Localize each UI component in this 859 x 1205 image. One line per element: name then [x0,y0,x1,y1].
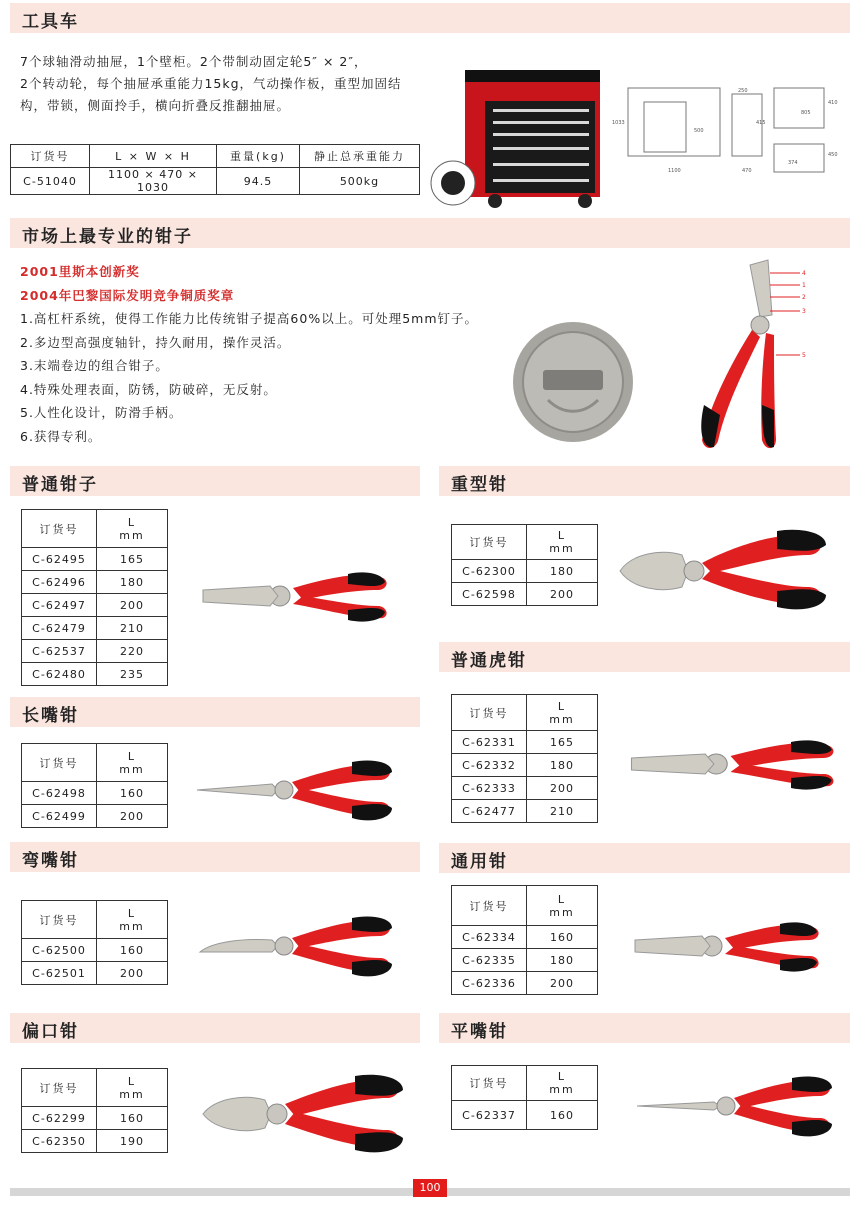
table-diagonal [21,1068,168,1153]
td-order: C-62598 [452,583,527,606]
callout-label: 3 [802,308,806,315]
table-tiger [451,694,598,823]
table-universal [451,885,598,995]
section-header-heavy [439,466,850,496]
td-length: 200 [527,972,598,995]
cart-title: 工具车 [22,12,79,32]
tool-cart-image [425,65,605,210]
th-length [97,1069,168,1107]
length-label: L [557,892,567,906]
th-length [97,744,168,782]
td-order: C-62497 [22,594,97,617]
cart-desc-line: 2个转动轮，每个抽屉承重能力15kg，气动操作板，重型加固结 [20,76,402,91]
award-line: 2001里斯本创新奖 [20,264,140,279]
td-length: 190 [97,1130,168,1153]
td-dimensions: 1100 × 470 × 1030 [90,168,217,195]
td-length: 160 [97,939,168,962]
plier-image [192,752,402,830]
plier-image [195,1070,410,1160]
th-order: 订货号 [22,901,97,939]
feature-line: 3.末端卷边的组合钳子。 [20,358,169,373]
cart-desc-line: 构，带锁，侧面拎手，横向折叠反推翻抽屉。 [20,98,291,113]
table-flatnose [451,1065,598,1130]
td-order: C-62496 [22,571,97,594]
dim-label: 450 [828,152,838,158]
th-capacity: 静止总承重能力 [300,145,420,168]
table-heavy [451,524,598,606]
td-length: 210 [527,800,598,823]
section-title: 长嘴钳 [22,706,79,726]
td-length: 180 [97,571,168,594]
td-length: 200 [97,805,168,828]
plier-image [612,527,837,615]
plier-image [632,1068,842,1146]
td-order: C-62300 [452,560,527,583]
th-order: 订货号 [452,1066,527,1101]
length-label: L [557,699,567,713]
th-order: 订货号 [22,1069,97,1107]
th-length [527,886,598,926]
callout-label: 5 [802,352,806,359]
section-title: 普通钳子 [22,475,98,495]
dim-label: 374 [788,160,798,166]
length-label: L [127,1074,137,1088]
td-order: C-62333 [452,777,527,800]
th-order: 订货号 [22,510,97,548]
th-length [527,1066,598,1101]
pro-awards-features [20,260,520,448]
th-order: 订货号 [452,525,527,560]
page-number: 100 [413,1179,447,1197]
td-length: 200 [527,583,598,606]
dim-label: 410 [828,100,838,106]
section-header-cart [10,3,850,33]
feature-line: 5.人性化设计，防滑手柄。 [20,405,183,420]
feature-line: 2.多边型高强度轴针，持久耐用，操作灵活。 [20,334,291,350]
featured-plier-image [690,255,815,460]
td-order: C-62331 [452,731,527,754]
th-dimensions: L × W × H [90,145,217,168]
plier-image [630,910,825,985]
td-length: 180 [527,560,598,583]
th-weight: 重量(kg) [217,145,300,168]
unit-label: mm [549,905,575,919]
td-order: C-62479 [22,617,97,640]
td-order: C-62350 [22,1130,97,1153]
dim-label: 805 [801,110,811,116]
th-length [97,510,168,548]
unit-label: mm [119,528,145,542]
th-order: 订货号 [452,695,527,731]
th-length [97,901,168,939]
td-order: C-62480 [22,663,97,686]
unit-label: mm [549,1083,575,1096]
td-order: C-62334 [452,926,527,949]
td-order: C-51040 [11,168,90,195]
td-order: C-62498 [22,782,97,805]
th-order: 订货号 [11,145,90,168]
section-header-bentnose [10,842,420,872]
td-length: 220 [97,640,168,663]
section-title: 偏口钳 [22,1022,79,1042]
td-order: C-62299 [22,1107,97,1130]
td-length: 160 [97,1107,168,1130]
td-length: 180 [527,949,598,972]
td-order: C-62335 [452,949,527,972]
unit-label: mm [549,542,575,555]
td-length: 160 [97,782,168,805]
section-header-tiger [439,642,850,672]
feature-line: 6.获得专利。 [20,428,102,444]
table-longnose [21,743,168,828]
td-length: 165 [527,731,598,754]
unit-label: mm [119,919,145,933]
plier-image [192,908,402,986]
table-bentnose [21,900,168,985]
section-title: 重型钳 [451,475,508,495]
length-label: L [127,749,137,763]
medal-image [508,320,638,445]
unit-label: mm [119,762,145,776]
td-length: 200 [97,594,168,617]
td-length: 165 [97,548,168,571]
section-header-pro [10,218,850,248]
td-weight: 94.5 [217,168,300,195]
section-header-diagonal [10,1013,420,1043]
td-order: C-62495 [22,548,97,571]
dim-label: 415 [756,120,766,126]
section-header-combination [10,466,420,496]
td-order: C-62501 [22,962,97,985]
callout-label: 1 [802,282,806,289]
plier-image [626,728,841,803]
th-length [527,695,598,731]
td-order: C-62500 [22,939,97,962]
td-order: C-62332 [452,754,527,777]
dim-label: 1033 [612,120,625,126]
cart-description [20,51,420,117]
unit-label: mm [119,1087,145,1101]
section-title: 通用钳 [451,852,508,872]
td-order: C-62537 [22,640,97,663]
feature-line: 4.特殊处理表面，防锈，防破碎，无反射。 [20,381,277,397]
cart-technical-drawing [606,84,851,184]
award-line: 2004年巴黎国际发明竞争铜质奖章 [20,287,235,303]
td-order: C-62477 [452,800,527,823]
section-header-flatnose [439,1013,850,1043]
td-order: C-62337 [452,1101,527,1130]
th-length [527,525,598,560]
th-order: 订货号 [22,744,97,782]
td-length: 235 [97,663,168,686]
cart-spec-table [10,144,420,195]
length-label: L [557,1070,567,1083]
dim-label: 470 [742,168,752,174]
td-length: 160 [527,1101,598,1130]
dim-label: 1100 [668,168,681,174]
section-title: 弯嘴钳 [22,851,79,871]
td-length: 200 [527,777,598,800]
th-order: 订货号 [452,886,527,926]
feature-line: 1.高杠杆系统，使得工作能力比传统钳子提高60%以上。可处理5mm钉子。 [20,311,479,326]
section-title: 平嘴钳 [451,1022,508,1042]
cart-desc-line: 7个球轴滑动抽屉，1个壁柜。2个带制动固定轮5″ × 2″， [20,54,368,69]
td-capacity: 500kg [300,168,420,195]
td-length: 180 [527,754,598,777]
td-length: 160 [527,926,598,949]
callout-label: 2 [802,294,806,301]
table-combination [21,509,168,686]
length-label: L [127,906,137,920]
pro-title: 市场上最专业的钳子 [22,227,193,247]
length-label: L [127,515,137,529]
length-label: L [557,529,567,542]
td-length: 210 [97,617,168,640]
td-order: C-62499 [22,805,97,828]
section-header-longnose [10,697,420,727]
unit-label: mm [549,712,575,726]
plier-image [198,560,393,635]
td-length: 200 [97,962,168,985]
dim-label: 250 [738,88,748,94]
callout-label: 4 [802,270,806,277]
section-header-universal [439,843,850,873]
dim-label: 500 [694,128,704,134]
td-order: C-62336 [452,972,527,995]
section-title: 普通虎钳 [451,651,527,671]
